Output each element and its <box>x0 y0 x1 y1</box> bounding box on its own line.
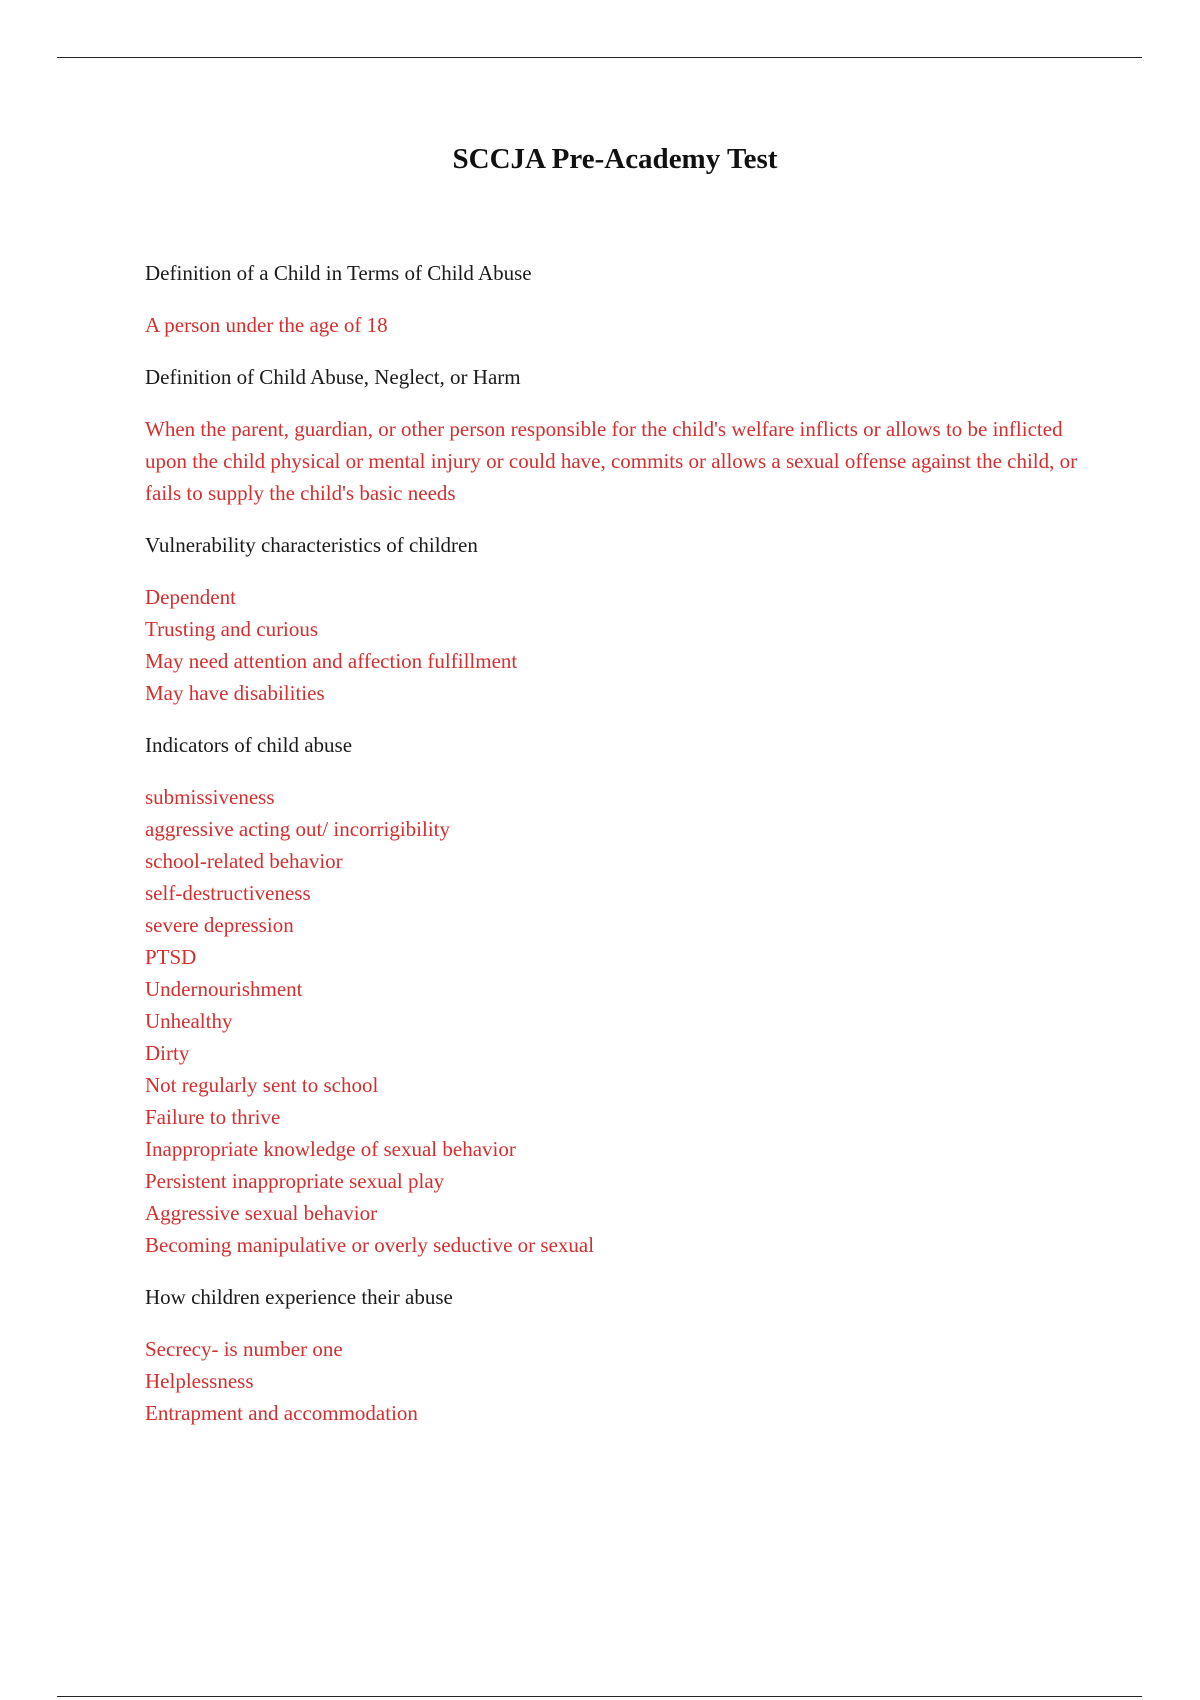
document-body <box>145 257 1095 1449</box>
answer-item: Secrecy- is number one <box>145 1337 343 1361</box>
answer-item: Undernourishment <box>145 977 303 1001</box>
question: Definition of a Child in Terms of Child Abuse <box>145 261 532 285</box>
answer-item: severe depression <box>145 913 294 937</box>
answer-item: Trusting and curious <box>145 617 319 641</box>
answer: When the parent, guardian, or other person responsible for the child's welfare inflicts or allows to be inflicted upon the child physical or mental injury or could have, commits or allows a sexual offense against the child, or fails to supply the child's basic needs <box>145 417 1078 505</box>
question: Definition of Child Abuse, Neglect, or Harm <box>145 365 521 389</box>
answer: A person under the age of 18 <box>145 313 388 337</box>
question: How children experience their abuse <box>145 1285 453 1309</box>
answer-item: Dirty <box>145 1041 190 1065</box>
answer-item: PTSD <box>145 945 197 969</box>
qa-section-indicators <box>145 729 1095 1261</box>
qa-section-vulnerability <box>145 529 1095 709</box>
answer-item: Persistent inappropriate sexual play <box>145 1169 445 1193</box>
question: Indicators of child abuse <box>145 733 353 757</box>
answer-item: self-destructiveness <box>145 881 311 905</box>
answer-list <box>145 1333 1095 1429</box>
qa-section-experience <box>145 1281 1095 1429</box>
answer-item: Inappropriate knowledge of sexual behavior <box>145 1137 516 1161</box>
answer-item: school-related behavior <box>145 849 343 873</box>
answer-list <box>145 581 1095 709</box>
answer-item: May need attention and affection fulfillment <box>145 649 518 673</box>
answer-item: Dependent <box>145 585 236 609</box>
qa-section-child-definition <box>145 257 1095 341</box>
answer-item: Helplessness <box>145 1369 254 1393</box>
page-title: SCCJA Pre-Academy Test <box>452 143 778 175</box>
answer-list <box>145 781 1095 1261</box>
answer-item: May have disabilities <box>145 681 325 705</box>
bottom-rule <box>57 1696 1142 1697</box>
question: Vulnerability characteristics of children <box>145 533 478 557</box>
top-rule <box>57 57 1142 58</box>
answer-item: Not regularly sent to school <box>145 1073 379 1097</box>
qa-section-abuse-definition <box>145 361 1095 509</box>
answer-item: Aggressive sexual behavior <box>145 1201 378 1225</box>
answer-item: Entrapment and accommodation <box>145 1401 418 1425</box>
answer-item: Becoming manipulative or overly seductive or sexual <box>145 1233 595 1257</box>
answer-item: Unhealthy <box>145 1009 233 1033</box>
answer-item: aggressive acting out/ incorrigibility <box>145 817 451 841</box>
answer-item: Failure to thrive <box>145 1105 281 1129</box>
answer-item: submissiveness <box>145 785 275 809</box>
